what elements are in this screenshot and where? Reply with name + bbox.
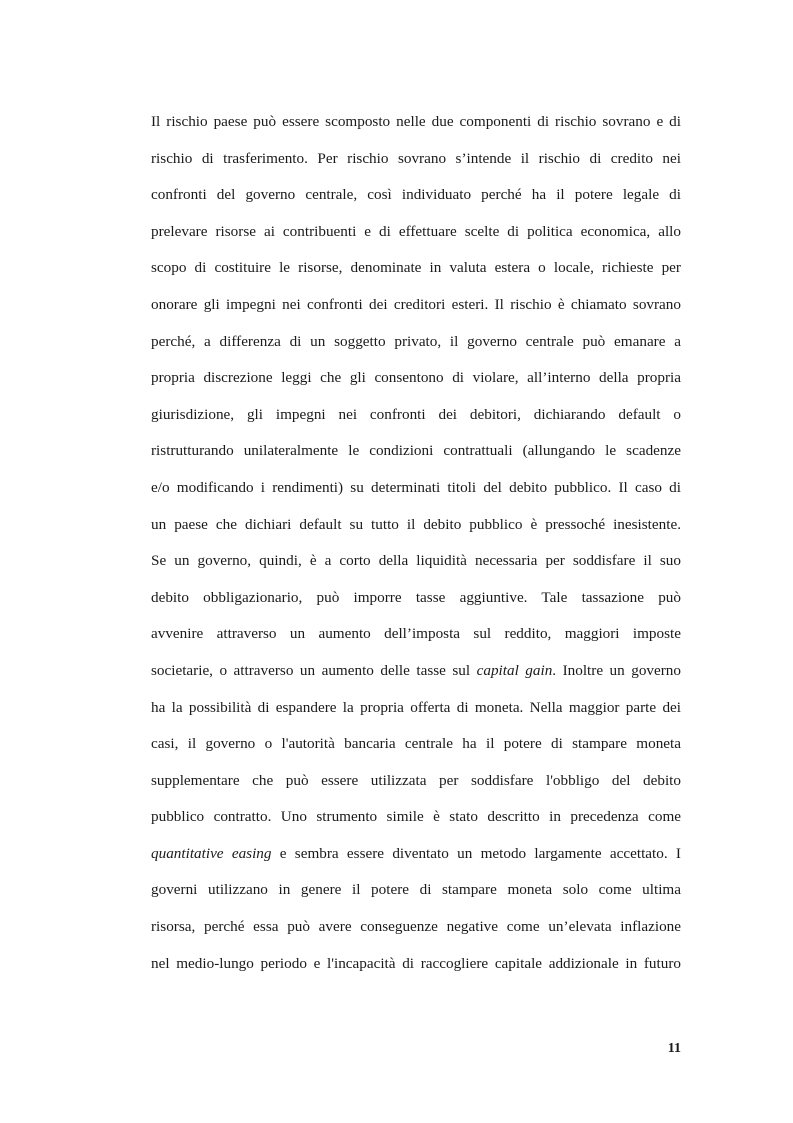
text-line: supplementare che può essere utilizzata per soddisfare l'obbligo del debito	[151, 771, 681, 789]
text-line: scopo di costituire le risorse, denominate in valuta estera o locale, richieste per	[151, 259, 681, 277]
text-line: casi, il governo o l'autorità bancaria centrale ha il potere di stampare moneta	[151, 735, 681, 753]
text-line: risorsa, perché essa può avere conseguenze negative come un’elevata inflazione	[151, 918, 681, 936]
text-line: prelevare risorse ai contribuenti e di effettuare scelte di politica economica, allo	[151, 222, 681, 240]
italic-term: quantitative easing	[151, 844, 272, 862]
text-line: onorare gli impegni nei confronti dei creditori esteri. Il rischio è chiamato sovrano	[151, 295, 681, 313]
text-line: propria discrezione leggi che gli consentono di violare, all’interno della propria	[151, 369, 681, 387]
text-line: perché, a differenza di un soggetto privato, il governo centrale può emanare a	[151, 332, 681, 350]
text-line: Se un governo, quindi, è a corto della liquidità necessaria per soddisfare il suo	[151, 552, 681, 570]
text-line: pubblico contratto. Uno strumento simile è stato descritto in precedenza come	[151, 808, 681, 826]
text-line: governi utilizzano in genere il potere di stampare moneta solo come ultima	[151, 881, 681, 899]
text-line: e/o modificando i rendimenti) su determinati titoli del debito pubblico. Il caso di	[151, 478, 681, 496]
text-line: quantitative easing e sembra essere diventato un metodo largamente accettato. I	[151, 844, 681, 862]
text-line: Il rischio paese può essere scomposto nelle due componenti di rischio sovrano e di	[151, 113, 681, 130]
text-line: avvenire attraverso un aumento dell’imposta sul reddito, maggiori imposte	[151, 625, 681, 643]
text-line: nel medio-lungo periodo e l'incapacità di raccogliere capitale addizionale in futuro	[151, 954, 681, 972]
body-paragraph	[151, 112, 681, 990]
text-line: ha la possibilità di espandere la propria offerta di moneta. Nella maggior parte dei	[151, 698, 681, 716]
text-line: societarie, o attraverso un aumento delle tasse sul capital gain. Inoltre un governo	[151, 661, 681, 679]
text-line: confronti del governo centrale, così individuato perché ha il potere legale di	[151, 186, 681, 204]
italic-term: capital gain	[476, 661, 553, 679]
text-line: rischio di trasferimento. Per rischio sovrano s’intende il rischio di credito nei	[151, 149, 681, 167]
page-number: 11	[667, 1041, 681, 1056]
text-line: un paese che dichiari default su tutto il debito pubblico è pressoché inesistente.	[151, 515, 681, 533]
text-line: ristrutturando unilateralmente le condizioni contrattuali (allungando le scadenze	[151, 442, 681, 460]
text-line: debito obbligazionario, può imporre tasse aggiuntive. Tale tassazione può	[151, 588, 681, 606]
text-line: giurisdizione, gli impegni nei confronti dei debitori, dichiarando default o	[151, 405, 681, 423]
